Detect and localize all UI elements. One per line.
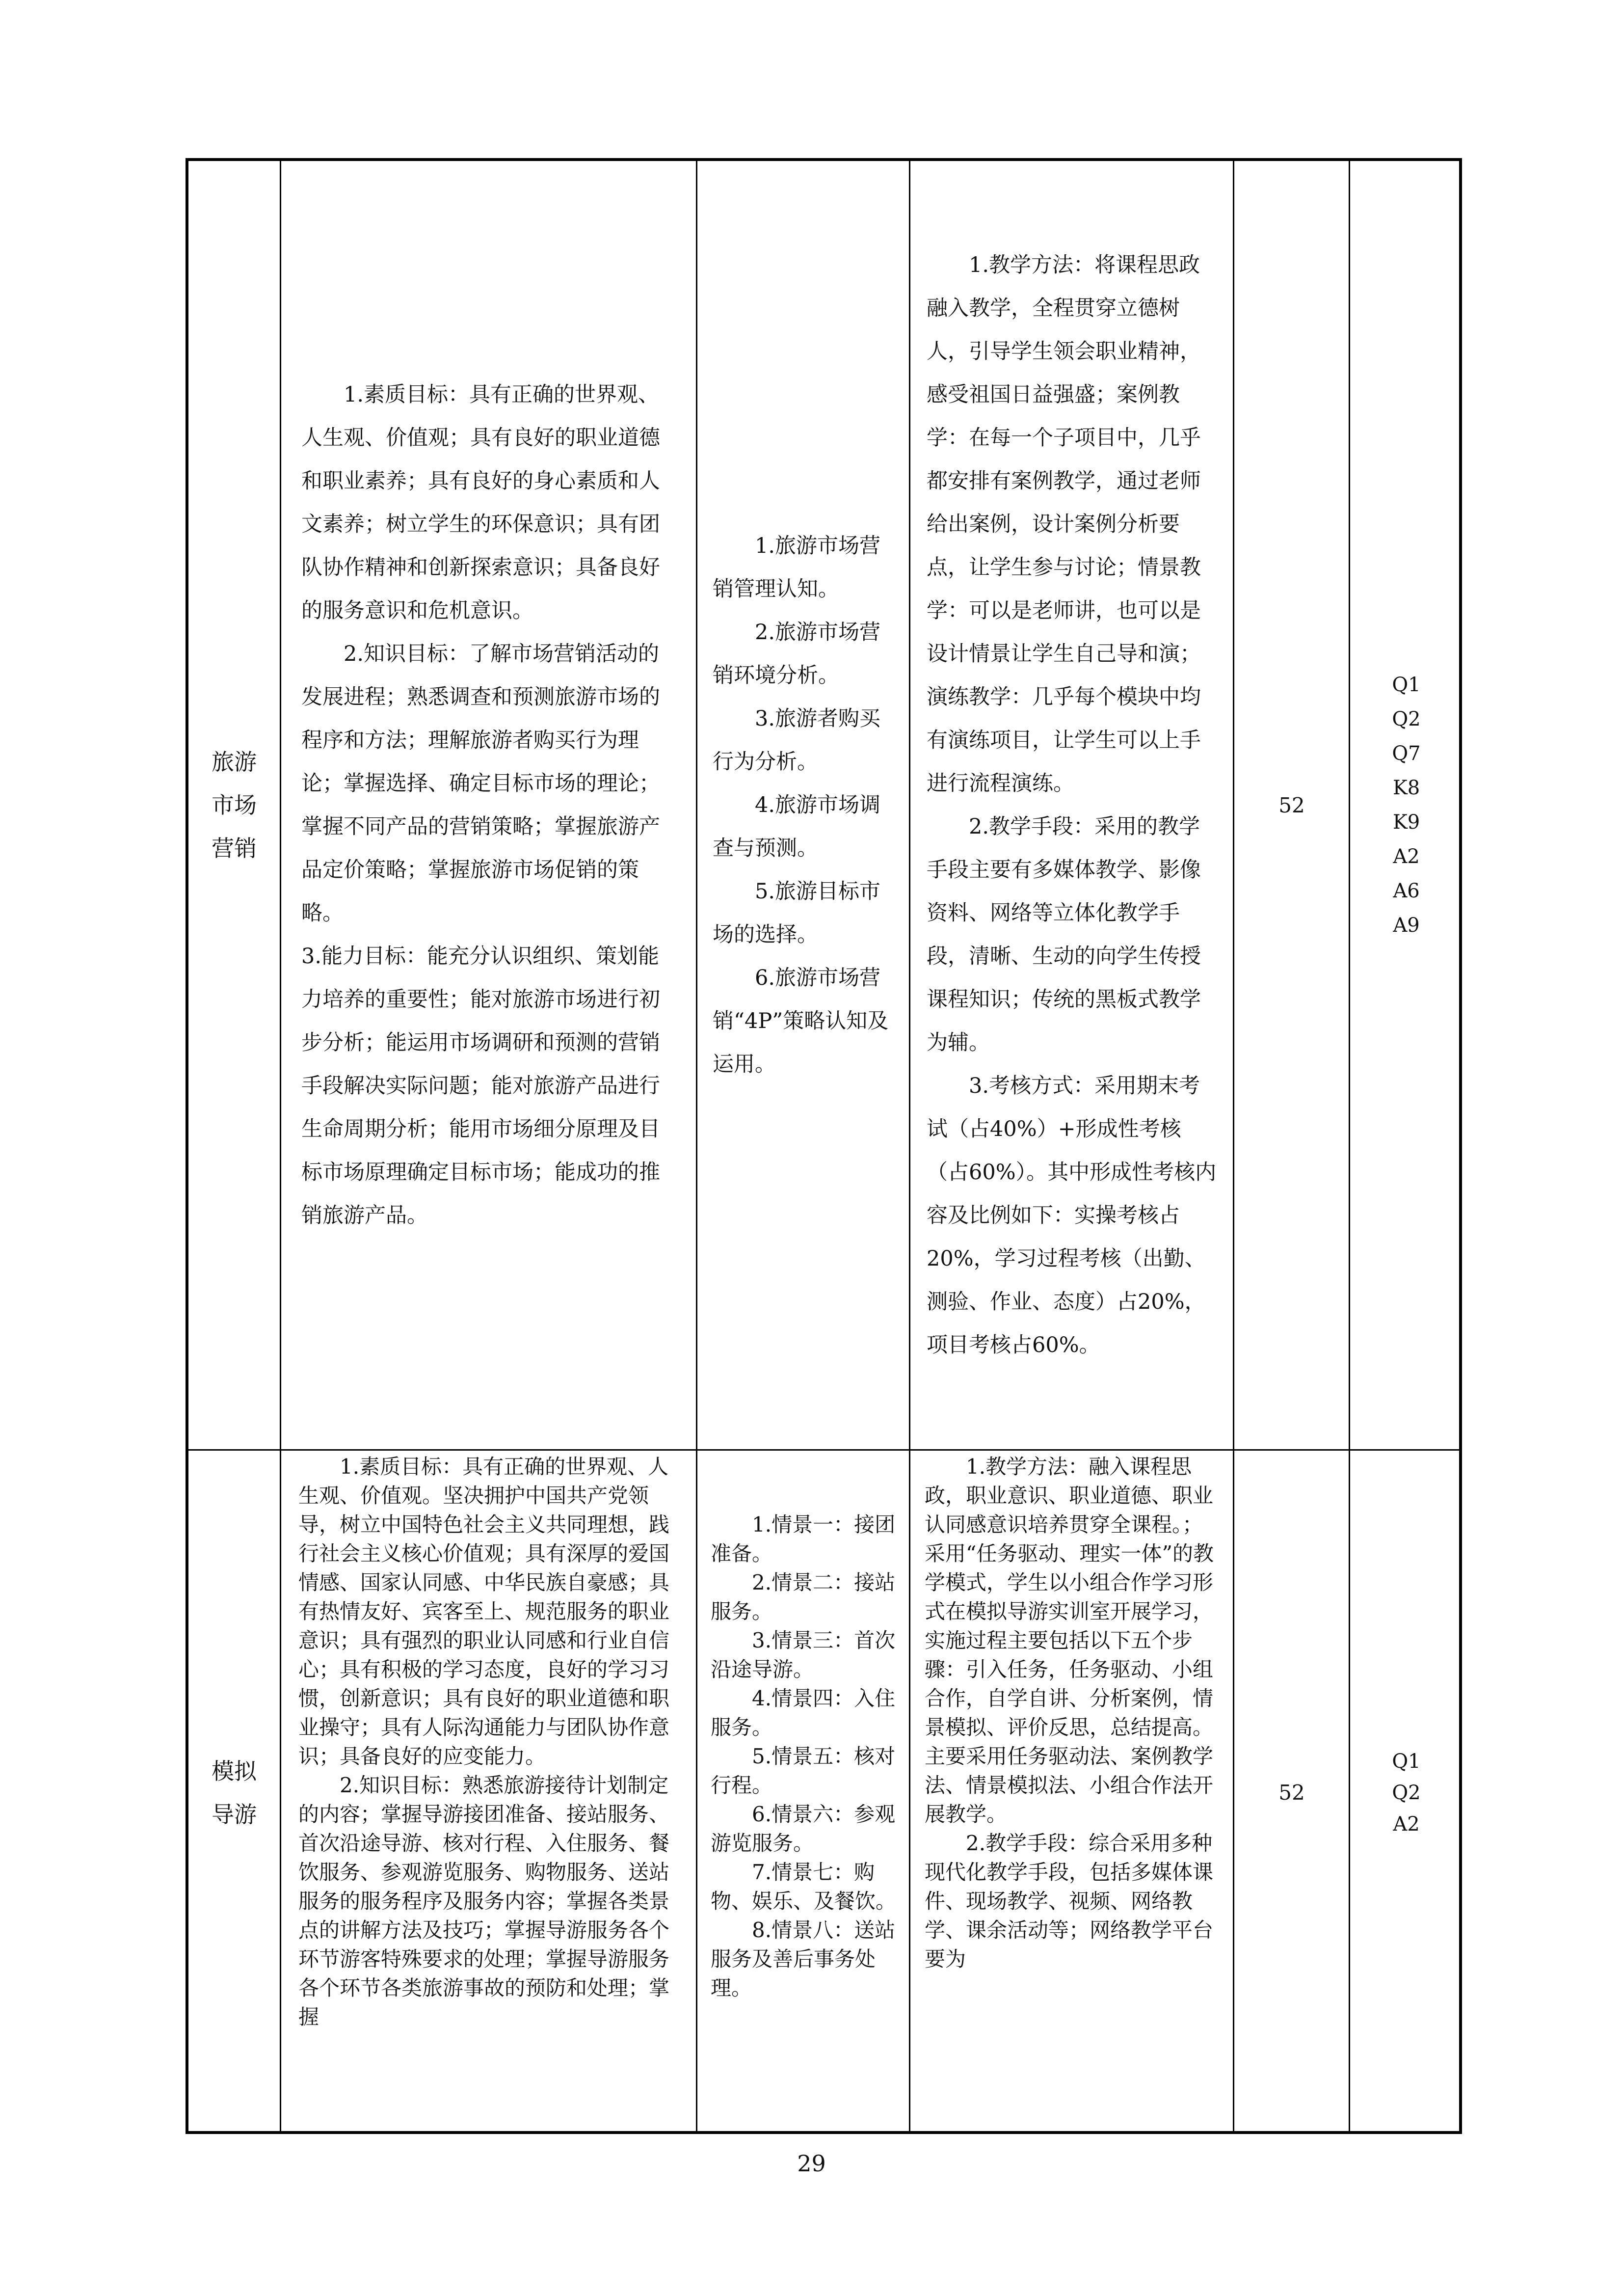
code-item: A2 xyxy=(1393,1812,1420,1836)
code-item: Q1 xyxy=(1392,674,1421,696)
hours-value: 52 xyxy=(1278,1781,1305,1805)
goal-paragraph: 1.素质目标：具有正确的世界观、人生观、价值观。坚决拥护中国共产党领导，树立中国特色社会主义共同理想，践行社会主义核心价值观；具有深厚的爱国情感、国家认同感、中华民族自豪感；具有热情友好、宾客至上、规范服务的职业意识；具有强烈的职业认同感和行业自信心；具有积极的学习态度，良好的学习习惯，创新意识；具有良好的职业道德和职业操守；具有人际沟通能力与团队协作意识；具备良好的应变能力。 xyxy=(298,1455,670,1768)
method-paragraph: 3.考核方式：采用期末考试（占40%）+形成性考核（占60%）。其中形成性考核内容及比例如下：实操考核占20%，学习过程考核（出勤、测验、作业、态度）占20%，项目考核占60%。 xyxy=(927,1074,1217,1357)
column-divider xyxy=(696,161,697,2131)
content-item: 4.情景四：入住服务。 xyxy=(711,1686,896,1739)
course-name-line: 营销 xyxy=(212,835,257,862)
code-item: Q2 xyxy=(1392,708,1421,730)
code-item: A9 xyxy=(1393,914,1420,937)
code-item: Q7 xyxy=(1392,742,1421,765)
column-divider xyxy=(1233,161,1234,2131)
content-item: 3.情景三：首次沿途导游。 xyxy=(711,1628,896,1681)
course-table xyxy=(186,158,1462,2134)
column-divider xyxy=(280,161,281,2131)
course-name-line: 模拟 xyxy=(212,1757,257,1784)
content-cell xyxy=(698,1451,909,2134)
content-item: 4.旅游市场调查与预测。 xyxy=(713,793,881,861)
content-item: 1.情景一：接团准备。 xyxy=(711,1513,896,1566)
course-name-cell xyxy=(188,1451,280,2134)
content-item: 6.旅游市场营销“4P”策略认知及运用。 xyxy=(713,966,889,1077)
code-item: A6 xyxy=(1393,880,1420,902)
goal-paragraph: 2.知识目标：了解市场营销活动的发展进程；熟悉调查和预测旅游市场的程序和方法；理解旅游者购买行为理论；掌握选择、确定目标市场的理论；掌握不同产品的营销策略；掌握旅游产品定价策略；掌握旅游市场促销的策略。 xyxy=(301,642,660,925)
row-divider xyxy=(188,1449,1459,1451)
course-name-line: 旅游 xyxy=(212,749,257,775)
hours-cell xyxy=(1235,1451,1349,2134)
methods-cell xyxy=(911,1451,1233,2134)
method-paragraph: 1.教学方法：将课程思政融入教学，全程贯穿立德树人，引导学生领会职业精神，感受祖国日益强盛；案例教学：在每一个子项目中，几乎都安排有案例教学，通过老师给出案例，设计案例分析要点，让学生参与讨论；情景教学：可以是老师讲，也可以是设计情景让学生自己导和演；演练教学：几乎每个模块中均有演练项目，让学生可以上手进行流程演练。 xyxy=(927,253,1201,796)
code-item: K9 xyxy=(1392,811,1420,834)
content-cell xyxy=(698,161,909,1449)
method-paragraph: 2.教学手段：采用的教学手段主要有多媒体教学、影像资料、网络等立体化教学手段，清晰、生动的向学生传授课程知识；传统的黑板式教学为辅。 xyxy=(927,814,1201,1055)
page-number: 29 xyxy=(797,2150,826,2177)
course-name-line: 市场 xyxy=(212,792,257,818)
goal-paragraph: 2.知识目标：熟悉旅游接待计划制定的内容；掌握导游接团准备、接站服务、首次沿途导游、核对行程、入住服务、餐饮服务、参观游览服务、购物服务、送站服务的服务程序及服务内容；掌握各类景点的讲解方法及技巧；掌握导游服务各个环节游客特殊要求的处理；掌握导游服务各个环节各类旅游事故的预防和处理；掌握 xyxy=(298,1773,670,2029)
content-item: 7.情景七：购物、娱乐、及餐饮。 xyxy=(711,1860,897,1913)
goal-paragraph: 3.能力目标：能充分认识组织、策划能力培养的重要性；能对旅游市场进行初步分析；能运用市场调研和预测的营销手段解决实际问题；能对旅游产品进行生命周期分析；能用市场细分原理及目标市场原理确定目标市场；能成功的推销旅游产品。 xyxy=(301,944,660,1228)
method-paragraph: 2.教学手段：综合采用多种现代化教学手段，包括多媒体课件、现场教学、视频、网络教学、课余活动等；网络教学平台要为 xyxy=(925,1831,1214,1971)
content-item: 3.旅游者购买行为分析。 xyxy=(713,706,881,774)
course-name-cell xyxy=(188,161,280,1449)
code-item: Q2 xyxy=(1392,1781,1421,1804)
content-item: 5.情景五：核对行程。 xyxy=(711,1744,896,1797)
goal-paragraph: 1.素质目标：具有正确的世界观、人生观、价值观；具有良好的职业道德和职业素养；具有良好的身心素质和人文素养；树立学生的环保意识；具有团队协作精神和创新探索意识；具备良好的服务意识和危机意识。 xyxy=(301,382,660,623)
methods-cell xyxy=(911,161,1233,1449)
content-item: 6.情景六：参观游览服务。 xyxy=(711,1802,896,1855)
content-item: 5.旅游目标市场的选择。 xyxy=(713,879,881,947)
content-item: 2.情景二：接站服务。 xyxy=(711,1570,896,1623)
goals-cell xyxy=(282,161,696,1449)
content-item: 1.旅游市场营销管理认知。 xyxy=(713,534,881,601)
code-item: Q1 xyxy=(1392,1750,1421,1773)
content-item: 8.情景八：送站服务及善后事务处理。 xyxy=(711,1918,896,2000)
code-item: K8 xyxy=(1392,777,1420,799)
method-paragraph: 1.教学方法：融入课程思政，职业意识、职业道德、职业认同感意识培养贯穿全课程。；采用“任务驱动、理实一体”的教学模式，学生以小组合作学习形式在模拟导游实训室开展学习，实施过程主要包括以下五个步骤：引入任务，任务驱动、小组合作，自学自讲、分析案例，情景模拟、评价反思，总结提高。主要采用任务驱动法、案例教学法、情景模拟法、小组合作法开展教学。 xyxy=(925,1455,1214,1826)
codes-cell xyxy=(1351,1451,1462,2134)
hours-value: 52 xyxy=(1278,793,1305,817)
hours-cell xyxy=(1235,161,1349,1449)
content-item: 2.旅游市场营销环境分析。 xyxy=(713,620,881,688)
column-divider xyxy=(1349,161,1350,2131)
code-item: A2 xyxy=(1393,845,1420,868)
column-divider xyxy=(909,161,910,2131)
goals-cell xyxy=(282,1451,696,2134)
codes-cell xyxy=(1351,161,1462,1449)
course-name-line: 导游 xyxy=(212,1801,257,1828)
